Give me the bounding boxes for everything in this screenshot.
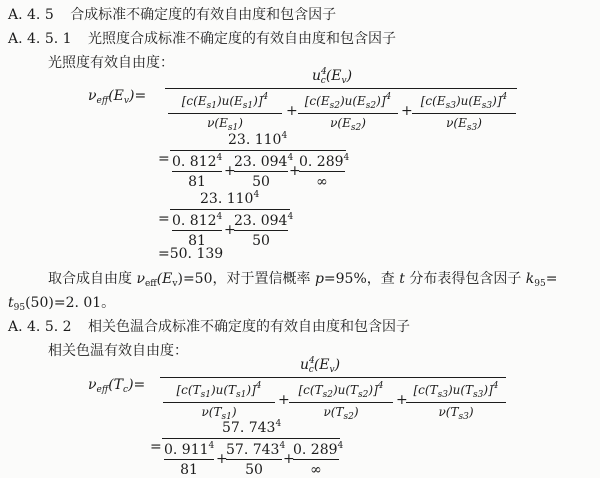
section-title: 相关色温合成标准不确定度的有效自由度和包含因子 [88,319,410,335]
eq5-plus-2: + [396,392,408,408]
conclusion-line-2: $t_{95}(50)=2$. 01。 [8,295,116,313]
eq5-main-fraction-bar [160,377,506,378]
section-title: 合成标准不确定度的有效自由度和包含因子 [70,7,337,23]
eq6-term-2: 57. $743^4$ 50 [226,441,286,478]
eq6-term-1: 0. $911^4$ 81 [164,441,215,478]
eq2-numerator: 23. $110^4$ [228,131,288,148]
eq6-term-3: 0. $289^4$ ∞ [293,441,344,478]
section-heading-a-4-5-2 [8,320,410,334]
eq1-numerator: $u^4_c(E_v)$ [312,67,353,86]
eq6-main-fraction-bar [162,438,340,439]
eq1-term-2: $[c(E_{s2})u(E_{s2})]^4$ $\nu(E_{s2})$ [298,93,398,133]
section-number: A. 4. 5. 1 [8,31,72,47]
eq1-lhs: $\nu_{eff}(E_v)=$ [88,88,147,106]
eq2-equals: = [158,151,170,167]
eq5-numerator: $u^4_c(E_v)$ [300,356,341,375]
eq2-term-2: 23. $094^4$ 50 [234,153,294,190]
eq6-equals: = [150,439,162,455]
eq5-lhs: $\nu_{eff}(T_c)=$ [88,377,146,395]
eq2-plus-1: + [224,163,236,179]
eq5-term-3: $[c(T_{s3})u(T_{s3})]^4$ $\nu(T_{s3})$ [406,382,506,422]
section-heading-a-4-5 [8,8,336,22]
section-number: A. 4. 5 [8,7,54,23]
eq1-plus-2: + [401,103,413,119]
eq2-main-fraction-bar [170,150,346,151]
eq3-term-1: 0. $812^4$ 81 [172,212,223,249]
eq4-result: =50. 139 [158,246,224,262]
eq2-term-3: 0. $289^4$ ∞ [299,153,350,190]
eq3-plus-1: + [224,222,236,238]
eq5-term-1: $[c(T_{s1})u(T_{s1})]^4$ $\nu(T_{s1})$ [163,382,275,422]
eq1-term-1: $[c(E_{s1})u(E_{s1})]^4$ $\nu(E_{s1})$ [168,93,282,133]
eq5-plus-1: + [278,392,290,408]
section-number: A. 4. 5. 2 [8,319,72,335]
eq3-equals: = [158,211,170,227]
color-temperature-intro: 相关色温有效自由度： [48,343,188,359]
eq6-plus-1: + [216,451,228,467]
section-heading-a-4-5-1 [8,32,396,46]
conclusion-line-1: 取合成自由度 $\nu_{eff}(E_v)=50$，对于置信概率 p=95%，查 t 分布表得包含因子 $k_{95}=$ [48,271,558,289]
eq2-plus-2: + [289,163,301,179]
eq6-numerator: 57. $743^4$ [222,419,282,436]
eq2-term-1: 0. $812^4$ 81 [172,153,223,190]
eq1-term-3: $[c(E_{s3})u(E_{s3})]^4$ $\nu(E_{s3})$ [412,93,516,133]
eq6-plus-2: + [283,451,295,467]
illuminance-intro: 光照度有效自由度： [48,55,174,71]
eq3-main-fraction-bar [170,209,290,210]
eq3-term-2: 23. $094^4$ 50 [234,212,294,249]
eq5-term-2: $[c(T_{s2})u(T_{s2})]^4$ $\nu(T_{s2})$ [289,382,393,422]
eq1-plus-1: + [286,103,298,119]
eq3-numerator: 23. $110^4$ [200,190,260,207]
eq1-main-fraction-bar [165,88,517,89]
section-title: 光照度合成标准不确定度的有效自由度和包含因子 [88,31,396,47]
